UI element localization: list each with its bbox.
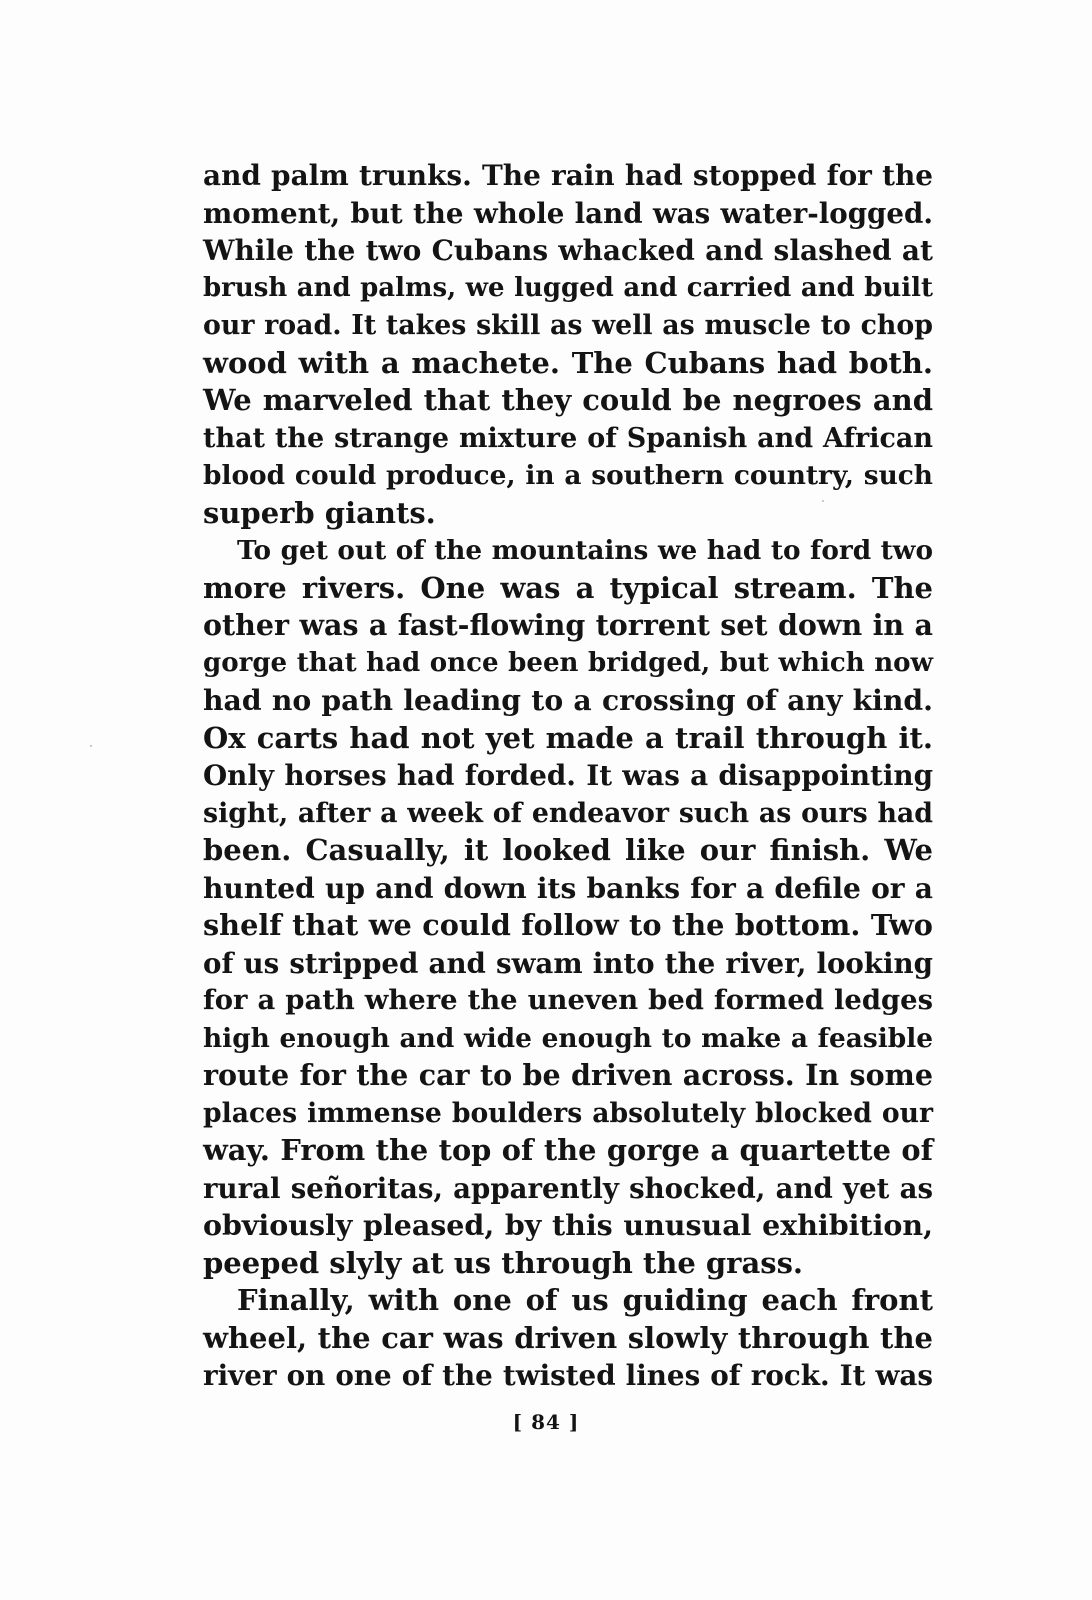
text-line: our road. It takes skill as well as muscle to chop bbox=[203, 310, 933, 341]
text-line: been. Casually, it looked like our finish. We bbox=[203, 833, 933, 867]
text-line: We marveled that they could be negroes and bbox=[203, 383, 933, 417]
text-line: high enough and wide enough to make a feasible bbox=[203, 1022, 933, 1054]
text-line: gorge that had once been bridged, but which now bbox=[203, 647, 933, 678]
text-line: peeped slyly at us through the grass. bbox=[203, 1245, 803, 1280]
text-line: shelf that we could follow to the bottom. Two bbox=[203, 908, 933, 942]
text-line: that the strange mixture of Spanish and African bbox=[203, 422, 933, 454]
text-line: and palm trunks. The rain had stopped for the bbox=[203, 159, 933, 192]
text-line: Only horses had forded. It was a disappointing bbox=[203, 759, 933, 792]
text-line: brush and palms, we lugged and carried and built bbox=[203, 272, 933, 303]
text-line: hunted up and down its banks for a defile or a bbox=[203, 871, 933, 905]
text-line: route for the car to be driven across. In some bbox=[203, 1058, 933, 1092]
text-line: of us stripped and swam into the river, looking bbox=[203, 946, 933, 980]
text-line: blood could produce, in a southern country, such bbox=[203, 460, 933, 491]
text-line: places immense boulders absolutely blocked our bbox=[203, 1097, 933, 1129]
text-line: rural señoritas, apparently shocked, and yet as bbox=[203, 1171, 933, 1205]
page-number: [ 84 ] bbox=[512, 1410, 580, 1434]
text-line: sight, after a week of endeavor such as ours had bbox=[203, 797, 933, 829]
scan-speck bbox=[90, 745, 92, 747]
text-line: Finally, with one of us guiding each front bbox=[237, 1283, 933, 1317]
text-line: river on one of the twisted lines of rock. It was bbox=[203, 1359, 933, 1392]
scan-speck bbox=[822, 500, 824, 502]
text-line: To get out of the mountains we had to ford two bbox=[237, 535, 933, 566]
text-line: moment, but the whole land was water-logged. bbox=[203, 196, 933, 230]
text-line: wheel, the car was driven slowly through the bbox=[203, 1320, 933, 1355]
text-line: way. From the top of the gorge a quartette of bbox=[203, 1133, 933, 1167]
body-text bbox=[203, 157, 933, 1395]
text-line: had no path leading to a crossing of any kind. bbox=[203, 683, 933, 717]
text-line: other was a fast-flowing torrent set down in a bbox=[203, 608, 933, 642]
text-line: more rivers. One was a typical stream. The bbox=[203, 570, 933, 605]
text-line: obviously pleased, by this unusual exhibition, bbox=[203, 1208, 933, 1242]
text-line: superb giants. bbox=[203, 495, 436, 530]
text-line: Ox carts had not yet made a trail through it. bbox=[203, 720, 933, 755]
text-line: While the two Cubans whacked and slashed at bbox=[203, 234, 933, 267]
text-line: for a path where the uneven bed formed ledges bbox=[203, 984, 933, 1016]
text-line: wood with a machete. The Cubans had both. bbox=[203, 345, 933, 380]
